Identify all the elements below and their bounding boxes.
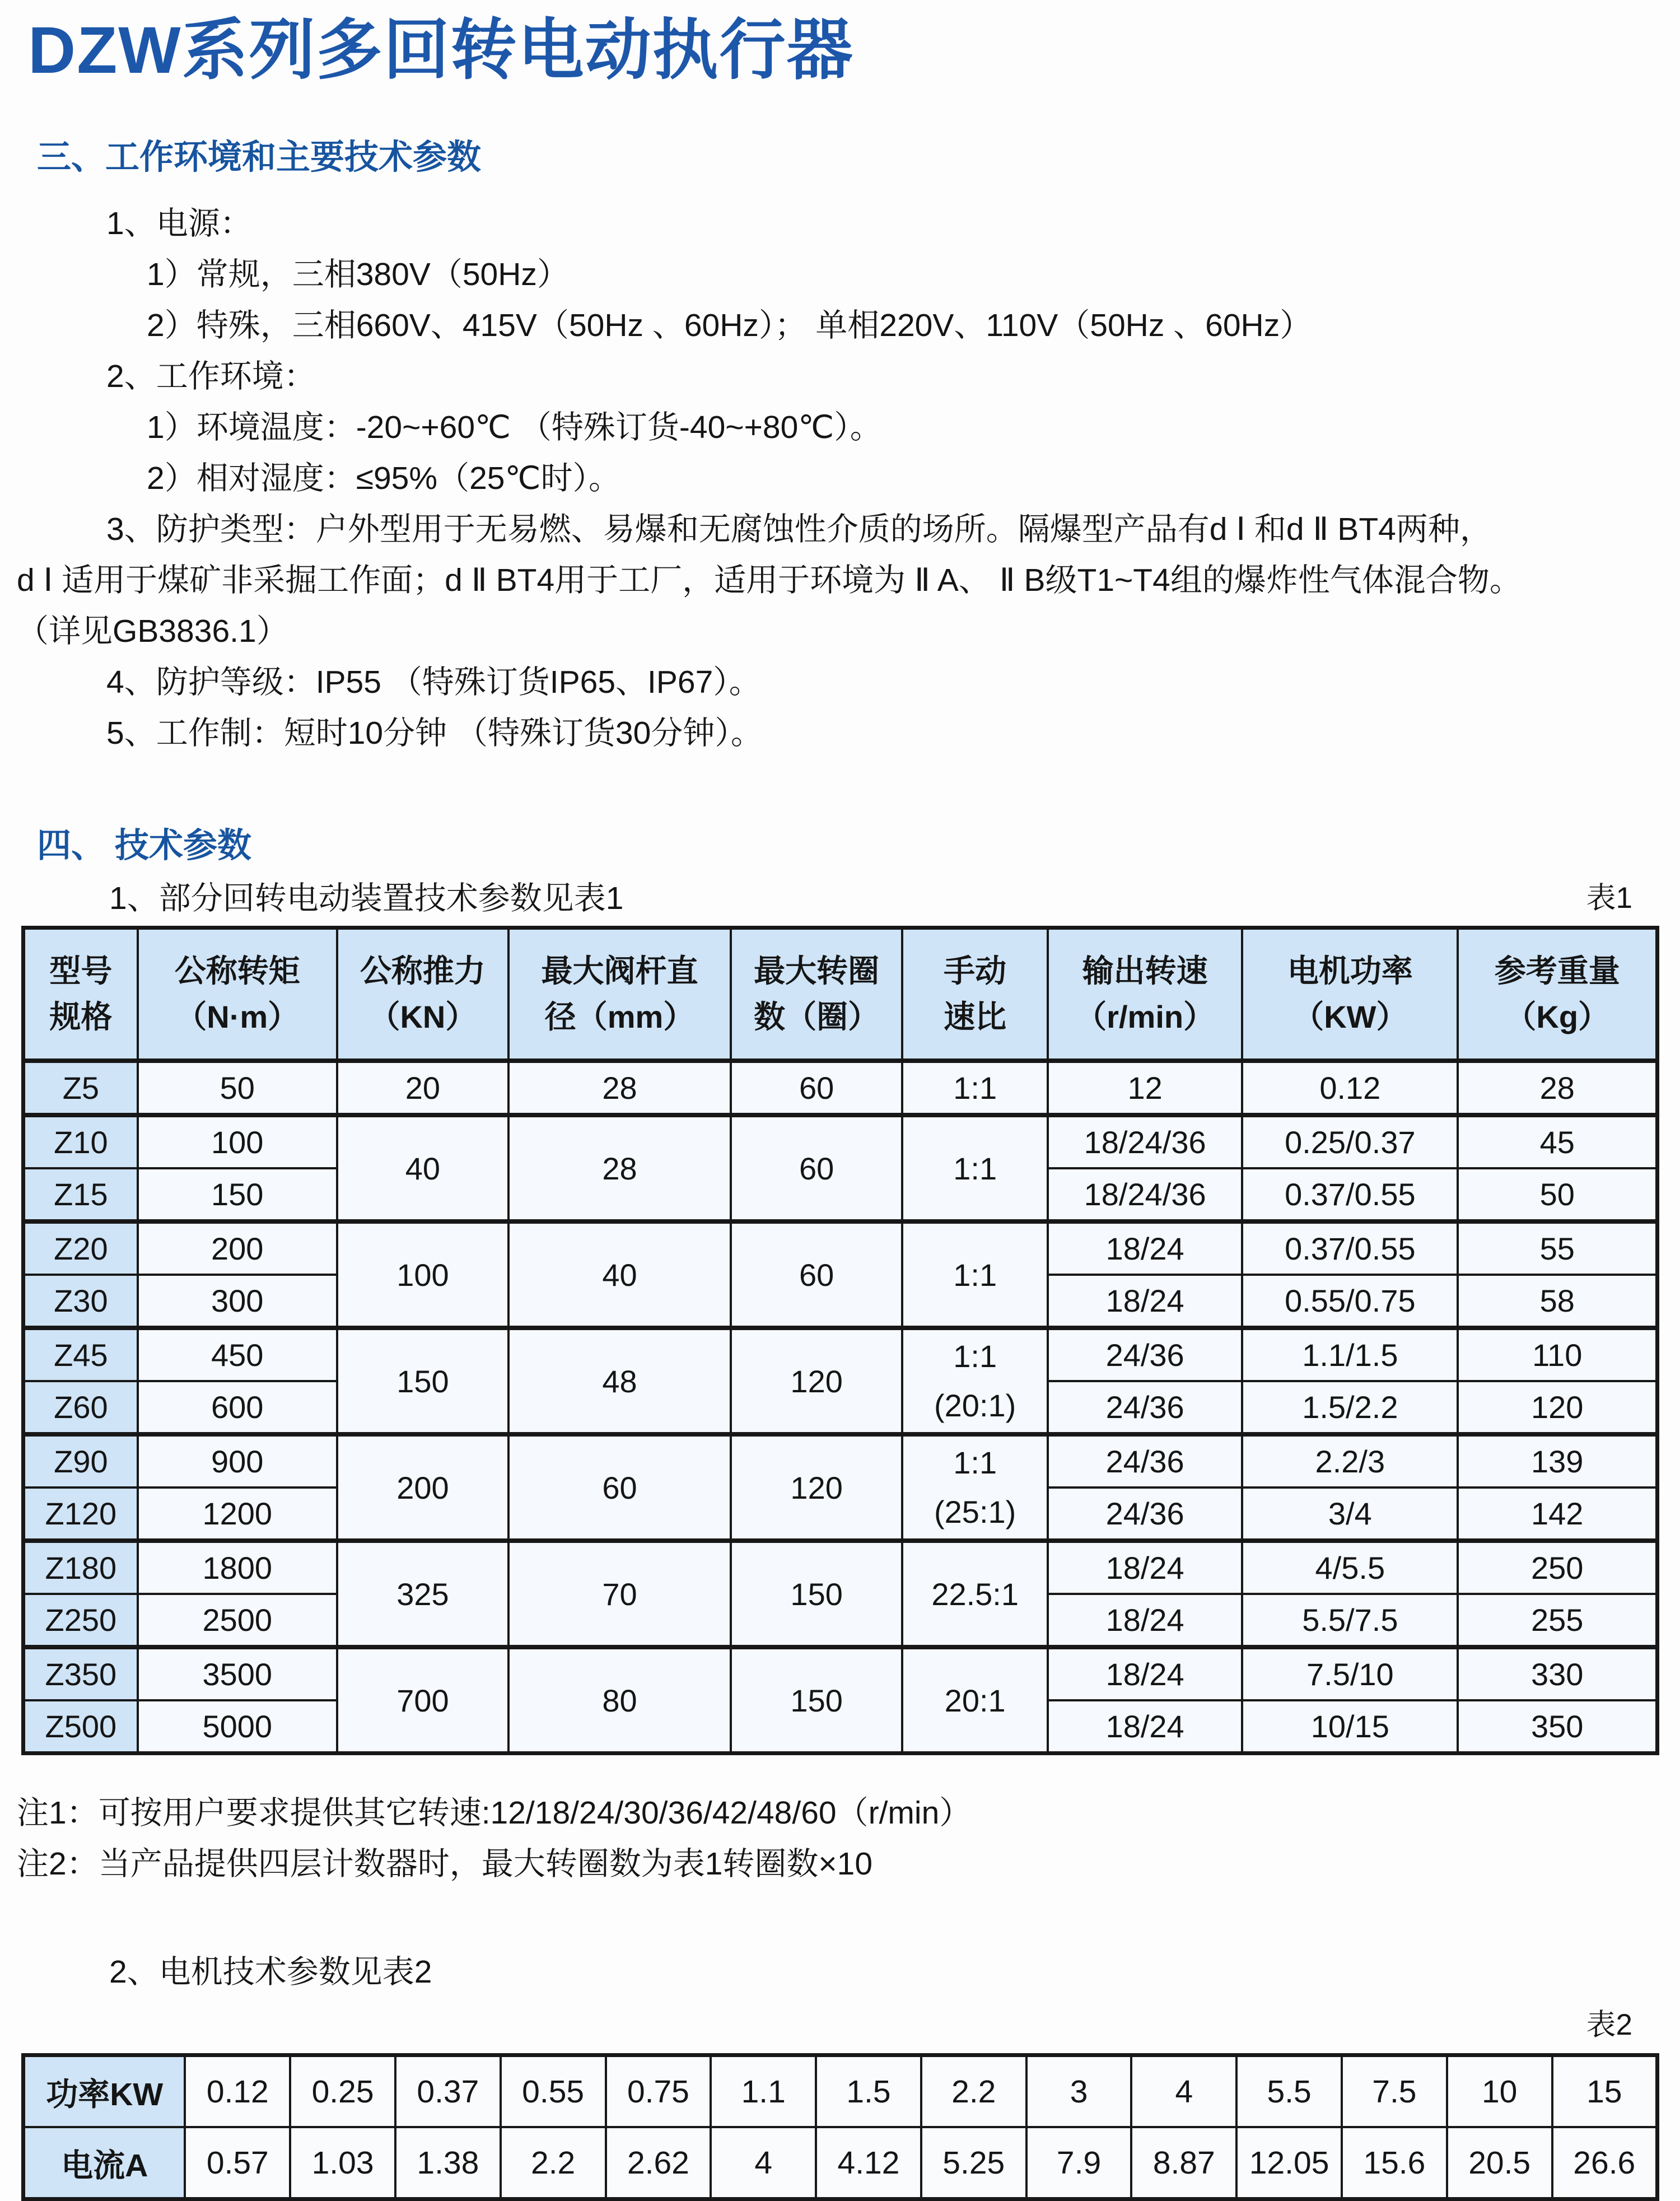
header-line: 公称推力 (360, 953, 486, 988)
table-row (24, 1647, 1658, 1700)
table-cell: 900 (138, 1434, 337, 1487)
body-line: 1）环境温度：-20~+60℃ （特殊订货-40~+80℃）。 (147, 409, 882, 445)
header-cell (138, 928, 337, 1061)
header-line: 输出转速 (1082, 953, 1208, 988)
table-row (24, 1434, 1658, 1487)
table-cell: 120 (731, 1328, 902, 1434)
table-cell: 200 (337, 1434, 508, 1541)
table1-caption-row (109, 878, 1632, 919)
table-cell: 10 (1447, 2055, 1552, 2128)
table-cell: 1:1 (902, 1115, 1048, 1221)
table-cell: 5.5/7.5 (1242, 1594, 1458, 1647)
body-line: 1）常规，三相380V（50Hz） (147, 257, 569, 292)
header-cell (1048, 928, 1242, 1061)
table-cell: 4.12 (816, 2127, 921, 2199)
table-cell: 18/24 (1048, 1275, 1242, 1328)
page-title: DZW系列多回转电动执行器 (28, 13, 854, 87)
header-line: 速比 (944, 999, 1007, 1034)
section4-heading: 四、 技术参数 (37, 826, 251, 864)
table-cell: 0.25 (290, 2055, 395, 2128)
body-line: 2、工作环境： (106, 358, 316, 394)
table-cell: 120 (731, 1434, 902, 1541)
table-cell: 3/4 (1242, 1487, 1458, 1541)
table-cell: 1.5/2.2 (1242, 1381, 1458, 1434)
header-line: 最大阀杆直 (541, 953, 698, 988)
table-row (24, 1221, 1658, 1275)
table-cell: 0.25/0.37 (1242, 1115, 1458, 1168)
table-cell: 18/24 (1048, 1221, 1242, 1275)
header-line: （r/min） (1075, 999, 1215, 1034)
model-cell: Z60 (24, 1381, 138, 1434)
table-cell: 4/5.5 (1242, 1541, 1458, 1594)
note-line: 注2：当产品提供四层计数器时，最大转圈数为表1转圈数×10 (17, 1846, 873, 1882)
table-cell: 5.5 (1236, 2055, 1342, 2128)
table-row (24, 1328, 1658, 1381)
table-cell: 55 (1458, 1221, 1657, 1275)
table-cell: 18/24 (1048, 1541, 1242, 1594)
body-line: 5、工作制：短时10分钟 （特殊订货30分钟）。 (106, 715, 763, 751)
header-line: 手动 (944, 953, 1007, 988)
table-cell: 60 (731, 1061, 902, 1115)
table-cell: 18/24 (1048, 1700, 1242, 1754)
table-cell: 3 (1026, 2055, 1132, 2128)
ratio-cell (902, 1434, 1048, 1541)
table-cell: 1200 (138, 1487, 337, 1541)
ratio-line: (20:1) (934, 1388, 1016, 1423)
table-cell: 150 (731, 1541, 902, 1647)
table-cell: 24/36 (1048, 1328, 1242, 1381)
table-cell: 20 (337, 1061, 508, 1115)
table-cell: 18/24 (1048, 1647, 1242, 1700)
header-line: 最大转圈 (754, 953, 880, 988)
table-row (24, 2127, 1658, 2199)
table-cell: 1:1 (902, 1221, 1048, 1328)
table1-caption: 1、部分回转电动装置技术参数见表1 (109, 880, 624, 916)
table-cell: 20:1 (902, 1647, 1048, 1754)
table-cell: 8.87 (1131, 2127, 1236, 2199)
table-cell: 28 (508, 1061, 731, 1115)
model-cell: Z120 (24, 1487, 138, 1541)
table-cell: 142 (1458, 1487, 1657, 1541)
table-cell: 600 (138, 1381, 337, 1434)
header-cell (1458, 928, 1657, 1061)
model-cell: Z180 (24, 1541, 138, 1594)
table-cell: 150 (138, 1168, 337, 1221)
header-cell (24, 928, 138, 1061)
table-cell: 1:1 (902, 1061, 1048, 1115)
section3-heading: 三、工作环境和主要技术参数 (37, 138, 482, 176)
header-line: 径（mm） (544, 999, 695, 1034)
body-line: 4、防护等级：IP55 （特殊订货IP65、IP67）。 (106, 664, 761, 700)
table-cell: 40 (337, 1115, 508, 1221)
header-line: （N·m） (175, 999, 300, 1034)
table-cell: 0.12 (1242, 1061, 1458, 1115)
model-cell: Z350 (24, 1647, 138, 1700)
table2-caption: 2、电机技术参数见表2 (109, 1954, 432, 1990)
table-cell: 24/36 (1048, 1434, 1242, 1487)
table-cell: 1.38 (395, 2127, 501, 2199)
header-cell (731, 928, 902, 1061)
table-row (24, 2055, 1658, 2128)
table-cell: 0.37/0.55 (1242, 1168, 1458, 1221)
table-cell: 15 (1552, 2055, 1658, 2128)
table1 (21, 926, 1659, 1755)
model-cell: Z5 (24, 1061, 138, 1115)
table-cell: 0.37 (395, 2055, 501, 2128)
header-line: 电机功率 (1287, 953, 1413, 988)
body-line: 2）特殊，三相660V、415V（50Hz 、60Hz）； 单相220V、110V（50Hz 、60Hz） (147, 307, 1312, 343)
table-cell: 7.5/10 (1242, 1647, 1458, 1700)
table-row (24, 1541, 1658, 1594)
table2-label-row (0, 2007, 1632, 2043)
table-cell: 250 (1458, 1541, 1657, 1594)
table1-notes (0, 1788, 1680, 1890)
table-cell: 2.62 (606, 2127, 711, 2199)
table-cell: 1800 (138, 1541, 337, 1594)
table-cell: 1.1 (711, 2055, 816, 2128)
table-cell: 12 (1048, 1061, 1242, 1115)
table-cell: 1.03 (290, 2127, 395, 2199)
body-line: 2）相对湿度：≤95%（25℃时）。 (147, 460, 620, 496)
table-cell: 2.2 (921, 2055, 1026, 2128)
table-cell: 120 (1458, 1381, 1657, 1434)
header-cell (508, 928, 731, 1061)
table-cell: 0.37/0.55 (1242, 1221, 1458, 1275)
model-cell: Z250 (24, 1594, 138, 1647)
table-cell: 15.6 (1342, 2127, 1447, 2199)
table-cell: 60 (731, 1115, 902, 1221)
table-cell: 150 (337, 1328, 508, 1434)
table-cell: 80 (508, 1647, 731, 1754)
table-cell: 4 (1131, 2055, 1236, 2128)
table-cell: 3500 (138, 1647, 337, 1700)
table-cell: 100 (337, 1221, 508, 1328)
table-cell: 24/36 (1048, 1487, 1242, 1541)
model-cell: Z30 (24, 1275, 138, 1328)
table1-label: 表1 (1586, 882, 1632, 915)
model-cell: Z15 (24, 1168, 138, 1221)
table-cell: 0.57 (185, 2127, 290, 2199)
model-cell: Z45 (24, 1328, 138, 1381)
table-cell: 200 (138, 1221, 337, 1275)
table-cell: 22.5:1 (902, 1541, 1048, 1647)
ratio-cell (902, 1328, 1048, 1434)
table-cell: 0.12 (185, 2055, 290, 2128)
table-cell: 24/36 (1048, 1381, 1242, 1434)
body-line: 3、防护类型：户外型用于无易燃、易爆和无腐蚀性介质的场所。隔爆型产品有d Ⅰ 和d Ⅱ BT4两种， (106, 511, 1492, 547)
row-header-cell: 电流A (24, 2127, 185, 2199)
table2-caption-row (109, 1951, 1632, 1993)
model-cell: Z10 (24, 1115, 138, 1168)
table-cell: 325 (337, 1541, 508, 1647)
header-line: 型号 (49, 953, 113, 988)
header-line: 规格 (49, 999, 113, 1034)
table-cell: 150 (731, 1647, 902, 1754)
table-cell: 2500 (138, 1594, 337, 1647)
table-cell: 110 (1458, 1328, 1657, 1381)
table-cell: 2.2 (501, 2127, 606, 2199)
table-cell: 20.5 (1447, 2127, 1552, 2199)
table-cell: 139 (1458, 1434, 1657, 1487)
table-cell: 50 (138, 1061, 337, 1115)
header-line: （KN） (368, 999, 477, 1034)
header-line: 公称转矩 (174, 953, 300, 988)
header-cell (337, 928, 508, 1061)
table-cell: 28 (1458, 1061, 1657, 1115)
table-cell: 48 (508, 1328, 731, 1434)
table-cell: 450 (138, 1328, 337, 1381)
header-line: （Kg） (1505, 999, 1610, 1034)
table-row (24, 1061, 1658, 1115)
model-cell: Z90 (24, 1434, 138, 1487)
body-line: 1、电源： (106, 206, 252, 241)
table-cell: 330 (1458, 1647, 1657, 1700)
table-cell: 300 (138, 1275, 337, 1328)
table-cell: 45 (1458, 1115, 1657, 1168)
table-cell: 1.1/1.5 (1242, 1328, 1458, 1381)
table-cell: 0.75 (606, 2055, 711, 2128)
table2 (21, 2053, 1659, 2201)
ratio-line: 1:1 (953, 1339, 997, 1374)
table-cell: 5.25 (921, 2127, 1026, 2199)
table-cell: 2.2/3 (1242, 1434, 1458, 1487)
table-cell: 60 (731, 1221, 902, 1328)
table-cell: 18/24/36 (1048, 1168, 1242, 1221)
table-cell: 7.5 (1342, 2055, 1447, 2128)
table1-header-row (24, 928, 1658, 1061)
section3-body (0, 198, 1680, 759)
body-line: （详见GB3836.1） (17, 613, 288, 649)
table-cell: 12.05 (1236, 2127, 1342, 2199)
table-cell: 0.55/0.75 (1242, 1275, 1458, 1328)
table-cell: 58 (1458, 1275, 1657, 1328)
body-line: d Ⅰ 适用于煤矿非采掘工作面；d Ⅱ BT4用于工厂，适用于环境为 Ⅱ A、 Ⅱ B级T1~T4组的爆炸性气体混合物。 (17, 562, 1522, 598)
table-cell: 700 (337, 1647, 508, 1754)
ratio-line: 1:1 (953, 1445, 997, 1480)
header-cell (1242, 928, 1458, 1061)
table-cell: 255 (1458, 1594, 1657, 1647)
table2-label: 表2 (1586, 2008, 1632, 2041)
table-cell: 40 (508, 1221, 731, 1328)
table-cell: 26.6 (1552, 2127, 1658, 2199)
note-line: 注1：可按用户要求提供其它转速:12/18/24/30/36/42/48/60（r/min） (17, 1795, 972, 1831)
model-cell: Z500 (24, 1700, 138, 1754)
table-cell: 7.9 (1026, 2127, 1132, 2199)
header-line: （KW） (1292, 999, 1408, 1034)
header-line: 数（圈） (754, 999, 880, 1034)
table-cell: 28 (508, 1115, 731, 1221)
table-cell: 350 (1458, 1700, 1657, 1754)
table-cell: 60 (508, 1434, 731, 1541)
table-cell: 10/15 (1242, 1700, 1458, 1754)
table-cell: 70 (508, 1541, 731, 1647)
table-cell: 100 (138, 1115, 337, 1168)
row-header-cell: 功率KW (24, 2055, 185, 2128)
table-cell: 5000 (138, 1700, 337, 1754)
header-line: 参考重量 (1494, 953, 1620, 988)
table-cell: 4 (711, 2127, 816, 2199)
table-cell: 18/24 (1048, 1594, 1242, 1647)
table-cell: 18/24/36 (1048, 1115, 1242, 1168)
header-cell (902, 928, 1048, 1061)
model-cell: Z20 (24, 1221, 138, 1275)
table-row (24, 1115, 1658, 1168)
ratio-line: (25:1) (934, 1494, 1016, 1529)
table-cell: 0.55 (501, 2055, 606, 2128)
table-cell: 1.5 (816, 2055, 921, 2128)
table-cell: 50 (1458, 1168, 1657, 1221)
